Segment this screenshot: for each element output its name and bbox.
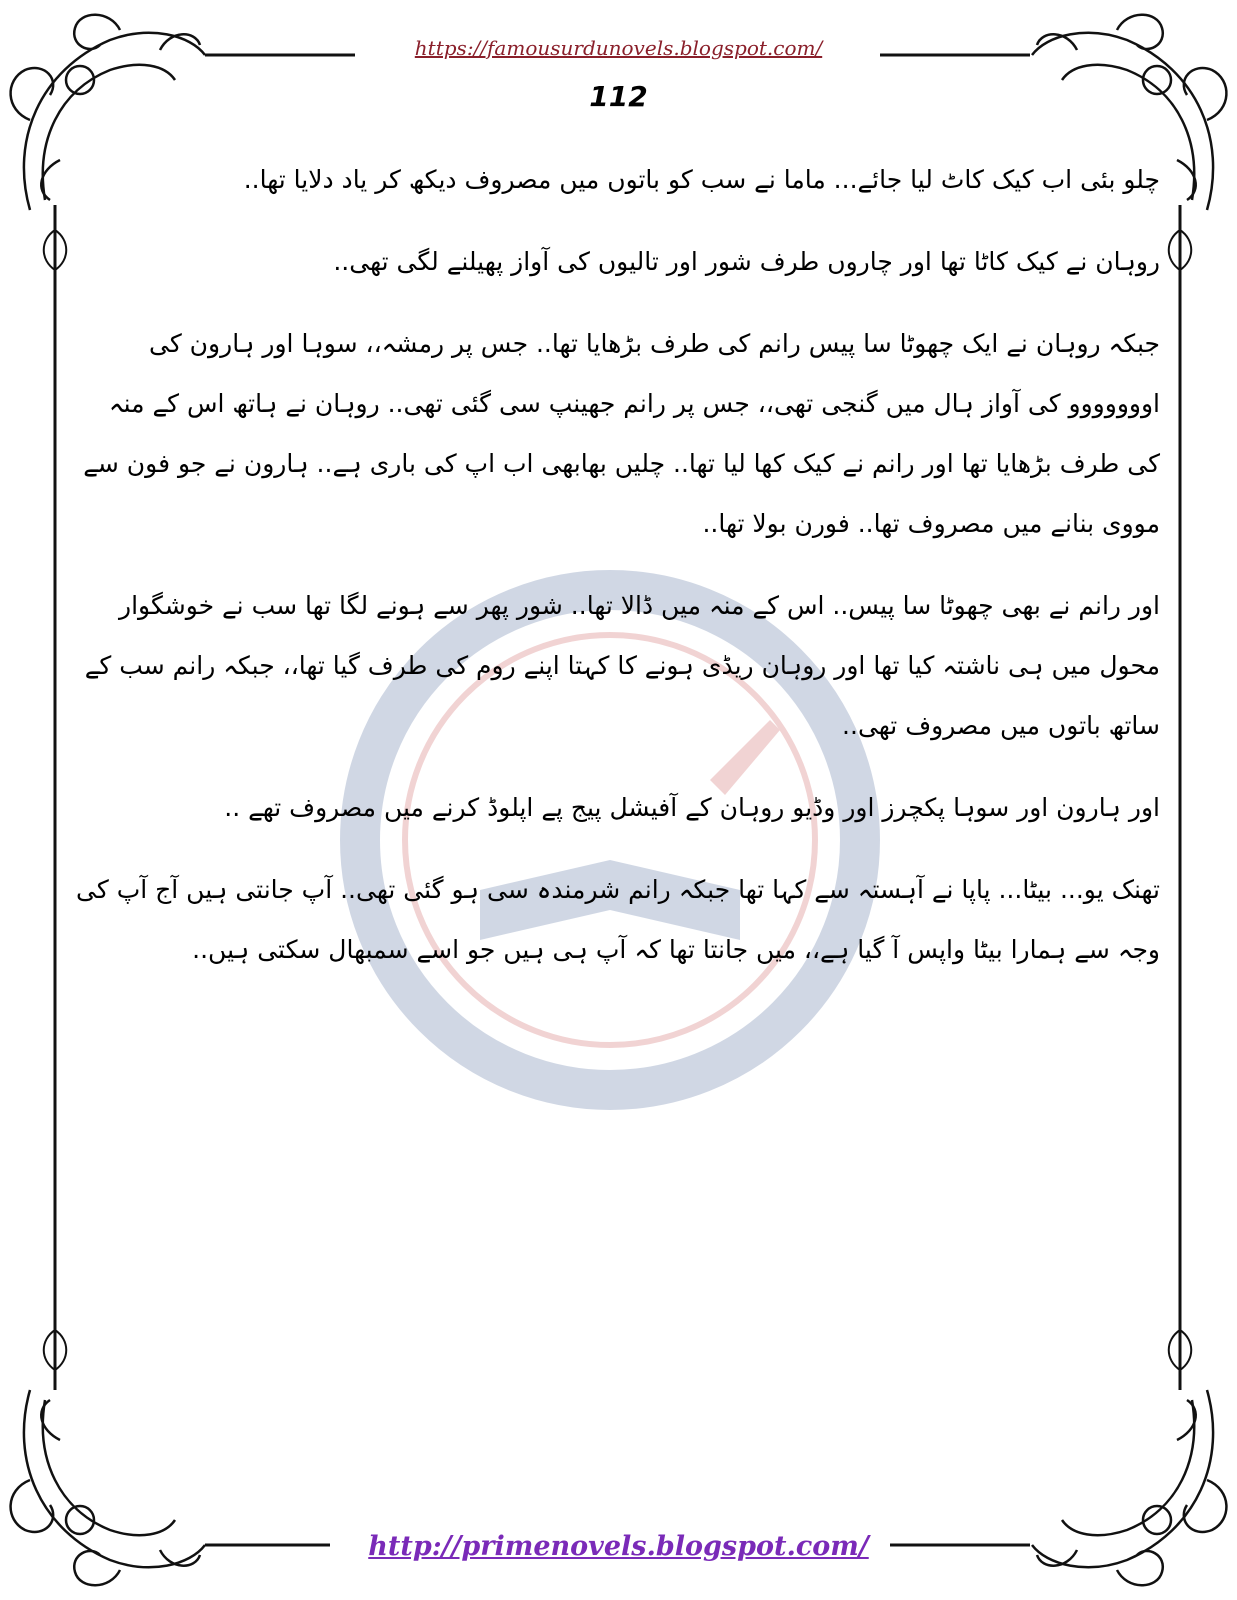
- paragraph: تھنک یو... بیٹا... پاپا نے آہستہ سے کہا تھا جبکہ رانم شرمندہ سی ہو گئی تھی.. آپ جانتی ہیں آج آپ کی وجہ سے ہمارا بیٹا واپس آ گیا ہے،، میں جانتا تھا کہ آپ ہی ہیں جو اسے سمبھال سکتی ہیں..: [76, 875, 1160, 964]
- page-number: 112: [589, 80, 648, 113]
- paragraph: روہان نے کیک کاٹا تھا اور چاروں طرف شور اور تالیوں کی آواز پھیلنے لگی تھی..: [333, 247, 1160, 276]
- paragraph: چلو بئی اب کیک کاٹ لیا جائے... ماما نے سب کو باتوں میں مصروف دیکھ کر یاد دلایا تھا..: [243, 165, 1160, 194]
- footer-url[interactable]: http://primenovels.blogspot.com/: [368, 1531, 869, 1562]
- document-body: [75, 150, 1160, 1002]
- header-url[interactable]: https://famousurdunovels.blogspot.com/: [414, 36, 823, 60]
- paragraph: اور رانم نے بھی چھوٹا سا پیس.. اس کے منہ میں ڈالا تھا.. شور پھر سے ہونے لگا تھا سب نے خوشگوار محول میں ہی ناشتہ کیا تھا اور روہان ریڈی ہونے کا کہتا اپنے روم کی طرف گیا تھا،، جبکہ رانم سب کے ساتھ باتوں میں مصروف تھی..: [84, 591, 1160, 740]
- paragraph: اور ہارون اور سوہا پکچرز اور وڈیو روہان کے آفیشل پیج پے اپلوڈ کرنے میں مصروف تھے ..: [224, 793, 1160, 822]
- paragraph: جبکہ روہان نے ایک چھوٹا سا پیس رانم کی طرف بڑھایا تھا.. جس پر رمشہ،، سوہا اور ہارون کی اووووووو کی آواز ہال میں گنجی تھی،، جس پر رانم جھینپ سی گئی تھی.. روہان نے ہاتھ اس کے منہ کی طرف بڑھایا تھا اور رانم نے کیک کھا لیا تھا.. چلیں بھابھی اب اپ کی باری ہے.. ہارون نے جو فون سے مووی بنانے میں مصروف تھا.. فورن بولا تھا..: [83, 329, 1160, 538]
